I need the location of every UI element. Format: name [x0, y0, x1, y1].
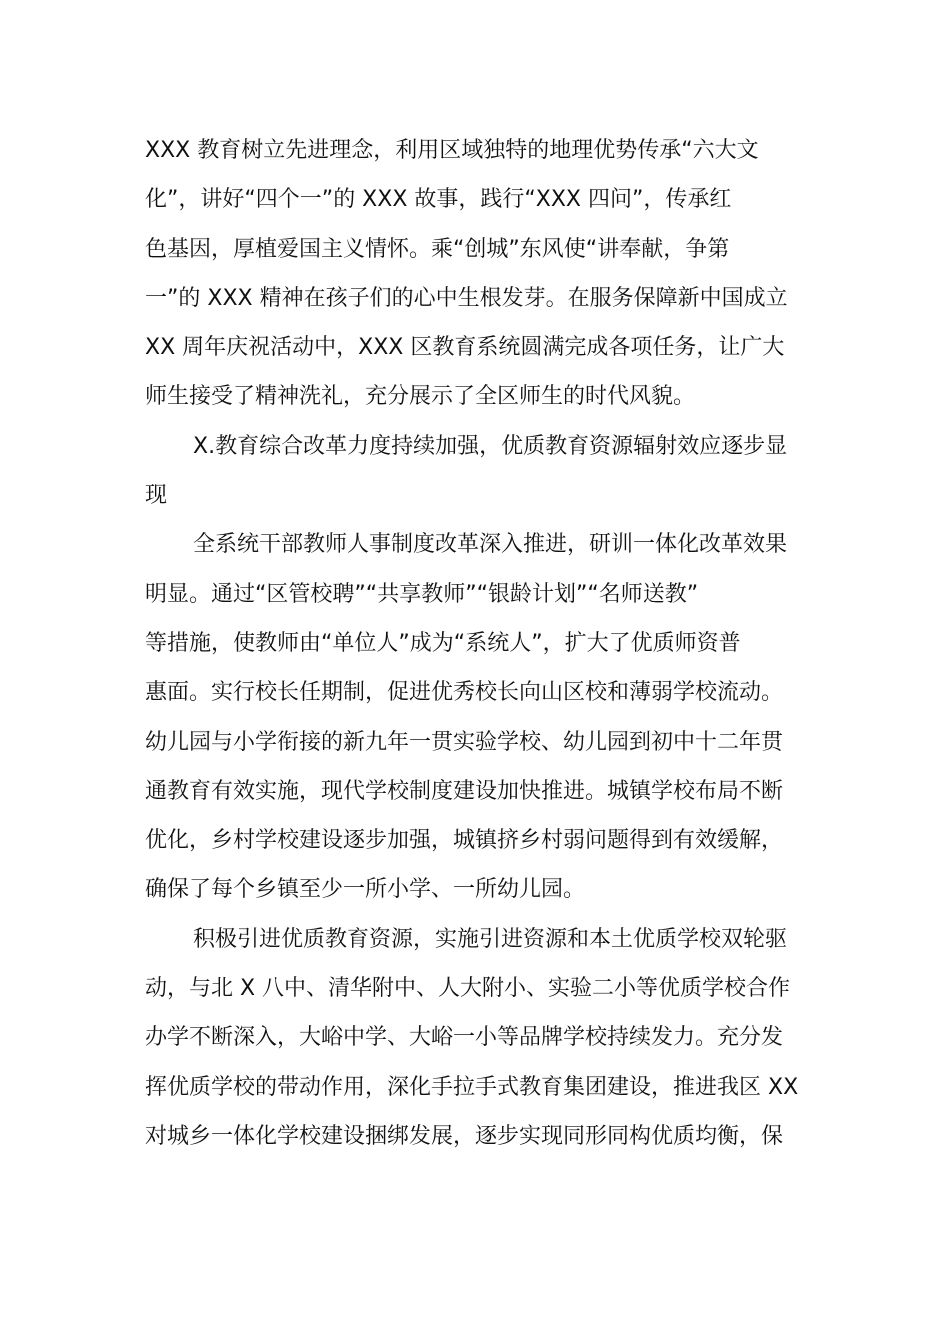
- text-line: 动，与北 X 八中、清华附中、人大附小、实验二小等优质学校合作: [145, 976, 791, 1002]
- text-line: 等措施，使教师由“单位人”成为“系统人”，扩大了优质师资普: [145, 630, 741, 656]
- text-line: 惠面。实行校长任期制，促进优秀校长向山区校和薄弱学校流动。: [145, 680, 784, 706]
- text-line: 积极引进优质教育资源，实施引进资源和本土优质学校双轮驱: [193, 926, 788, 952]
- text-line: 通教育有效实施，现代学校制度建设加快推进。城镇学校布局不断: [145, 778, 784, 804]
- text-line: 全系统干部教师人事制度改革深入推进，研训一体化改革效果: [193, 532, 788, 558]
- text-line: 确保了每个乡镇至少一所小学、一所幼儿园。: [145, 877, 586, 903]
- text-line: 一”的 XXX 精神在孩子们的心中生根发芽。在服务保障新中国成立: [145, 285, 788, 311]
- text-line: 师生接受了精神洗礼，充分展示了全区师生的时代风貌。: [145, 384, 696, 410]
- text-line: 优化，乡村学校建设逐步加强，城镇挤乡村弱问题得到有效缓解，: [145, 828, 784, 854]
- text-line: 办学不断深入，大峪中学、大峪一小等品牌学校持续发力。充分发: [145, 1025, 784, 1051]
- text-line: 挥优质学校的带动作用，深化手拉手式教育集团建设，推进我区 XX: [145, 1074, 799, 1100]
- text-line: 对城乡一体化学校建设捆绑发展，逐步实现同形同构优质均衡，保: [145, 1123, 784, 1149]
- section-heading-line: X.教育综合改革力度持续加强，优质教育资源辐射效应逐步显: [193, 433, 788, 459]
- text-line: 明显。通过“区管校聘”“共享教师”“银龄计划”“名师送教”: [145, 581, 699, 607]
- text-line: XXX 教育树立先进理念，利用区域独特的地理优势传承“六大文: [145, 138, 759, 163]
- text-line: 化”，讲好“四个一”的 XXX 故事，践行“XXX 四问”，传承红: [145, 187, 732, 213]
- text-line: XX 周年庆祝活动中，XXX 区教育系统圆满完成各项任务，让广大: [145, 335, 785, 361]
- text-line: 幼儿园与小学衔接的新九年一贯实验学校、幼儿园到初中十二年贯: [145, 729, 784, 755]
- section-heading-line: 现: [145, 483, 168, 509]
- document-body: [145, 126, 815, 1161]
- text-line: 色基因，厚植爱国主义情怀。乘“创城”东风使“讲奉献，争第: [145, 236, 730, 262]
